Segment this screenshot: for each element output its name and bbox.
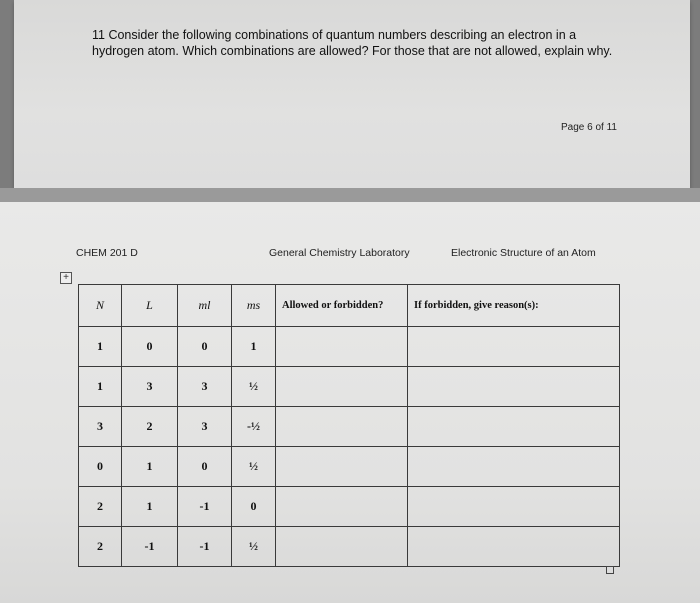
- cell-allowed[interactable]: [276, 447, 408, 487]
- cell-ms: 0: [232, 487, 276, 527]
- col-header-allowed: Allowed or forbidden?: [276, 285, 408, 327]
- cell-n: 1: [79, 327, 122, 367]
- table-header-row: [79, 285, 620, 327]
- cell-allowed[interactable]: [276, 367, 408, 407]
- table-move-handle-icon[interactable]: +: [60, 272, 72, 284]
- table-row: [79, 487, 620, 527]
- cell-n: 2: [79, 527, 122, 567]
- cell-reason[interactable]: [408, 447, 620, 487]
- col-header-reason: If forbidden, give reason(s):: [408, 285, 620, 327]
- cell-ml: 3: [178, 367, 232, 407]
- col-header-l: L: [122, 285, 178, 327]
- question-line-1: 11 Consider the following combinations of quantum numbers describing an electron in a: [92, 28, 577, 42]
- col-header-ml: ml: [178, 285, 232, 327]
- cell-ms: -½: [232, 407, 276, 447]
- table-row: [79, 527, 620, 567]
- cell-ml: 0: [178, 327, 232, 367]
- cell-l: 1: [122, 487, 178, 527]
- cell-ml: 3: [178, 407, 232, 447]
- cell-reason[interactable]: [408, 527, 620, 567]
- cell-ms: ½: [232, 447, 276, 487]
- cell-l: 0: [122, 327, 178, 367]
- table-row: [79, 407, 620, 447]
- cell-reason[interactable]: [408, 327, 620, 367]
- col-header-ms: ms: [232, 285, 276, 327]
- cell-l: 1: [122, 447, 178, 487]
- page-number: Page 6 of 11: [561, 122, 617, 133]
- page-gap: [0, 188, 700, 202]
- cell-l: 3: [122, 367, 178, 407]
- header-topic: Electronic Structure of an Atom: [451, 247, 596, 259]
- col-header-n: N: [79, 285, 122, 327]
- cell-n: 2: [79, 487, 122, 527]
- table-row: [79, 367, 620, 407]
- cell-ms: ½: [232, 367, 276, 407]
- cell-ml: -1: [178, 527, 232, 567]
- cell-ml: -1: [178, 487, 232, 527]
- header-lab: General Chemistry Laboratory: [269, 247, 410, 259]
- cell-l: 2: [122, 407, 178, 447]
- previous-page: [14, 0, 690, 188]
- table-row: [79, 327, 620, 367]
- quantum-numbers-table: [78, 284, 620, 567]
- cell-ml: 0: [178, 447, 232, 487]
- cell-allowed[interactable]: [276, 407, 408, 447]
- cell-reason[interactable]: [408, 487, 620, 527]
- question-line-2: hydrogen atom. Which combinations are allowed? For those that are not allowed, explain why.: [92, 44, 613, 58]
- cell-allowed[interactable]: [276, 527, 408, 567]
- cell-n: 1: [79, 367, 122, 407]
- cell-reason[interactable]: [408, 367, 620, 407]
- cell-n: 0: [79, 447, 122, 487]
- question-text: [92, 27, 652, 59]
- cell-ms: 1: [232, 327, 276, 367]
- header-course: CHEM 201 D: [76, 247, 138, 259]
- cell-n: 3: [79, 407, 122, 447]
- cell-ms: ½: [232, 527, 276, 567]
- cell-l: -1: [122, 527, 178, 567]
- cell-reason[interactable]: [408, 407, 620, 447]
- cell-allowed[interactable]: [276, 327, 408, 367]
- table-resize-handle-icon[interactable]: [606, 566, 614, 574]
- cell-allowed[interactable]: [276, 487, 408, 527]
- table-row: [79, 447, 620, 487]
